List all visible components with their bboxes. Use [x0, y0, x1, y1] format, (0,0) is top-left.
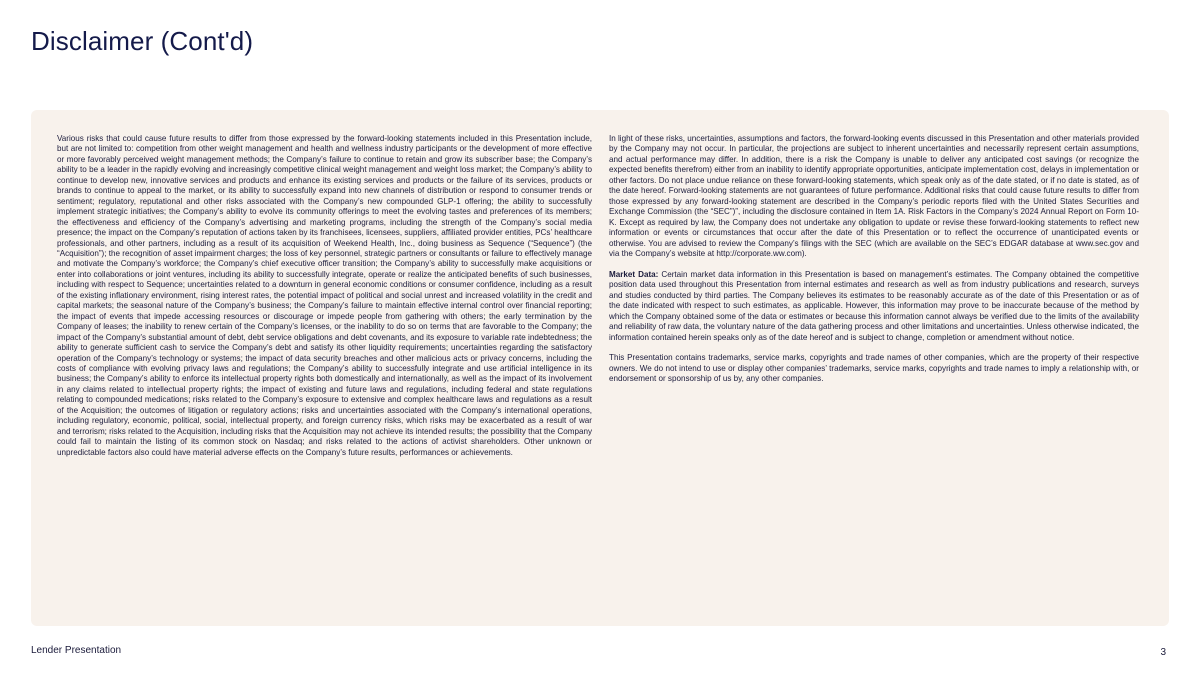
market-data-text: Certain market data information in this Presentation is based on management’s estimates. The Company obtained the competitive position data used throughout this Presentation from internal estimates and research as well as from industry publications and research, surveys and studies conducted by third parties. The Company believes its estimates to be reasonably accurate as of the date of this Presentation or as of the date indicated with respect to such estimates, as applicable. However, this information may prove to be inaccurate because of the method by which the Company obtained some of the data or estimates or because this information cannot always be verified due to the limits of the availability and reliability of raw data, the voluntary nature of the data gathering process and other limitations and uncertainties. Unless otherwise indicated, the information contained herein speaks only as of the date hereof and is subject to change, completion or amendment without notice. — [609, 269, 1139, 342]
market-data-heading: Market Data: — [609, 269, 659, 279]
right-column — [609, 134, 1139, 395]
forward-looking-paragraph: In light of these risks, uncertainties, assumptions and factors, the forward-looking events discussed in this Presentation and other materials provided by the Company may not occur. In particular, the projections are subject to inherent uncertainties and necessarily represent certain assumptions, and actual performance may differ. In addition, there is a risk the Company is unable to deliver any anticipated cost savings (or recognize the expected benefits therefrom) either from an inability to identify appropriate opportunities, anticipate implementation cost, delays in implementation or other factors. Do not place undue reliance on these forward-looking statements, which speak only as of the date stated, or if no date is stated, as of the date hereof. Forward-looking statements are not guarantees of future performance. Additional risks that could cause future results to differ from those expressed by any forward-looking statement are described in the Company’s periodic reports filed with the United States Securities and Exchange Commission (the “SEC”)”, including the disclosure contained in Item 1A. Risk Factors in the Company’s 2024 Annual Report on Form 10-K. Except as required by law, the Company does not undertake any obligation to update or revise these forward-looking statements to reflect new information or events or circumstances that occur after the date of this Presentation or to reflect the occurrence of unanticipated events or otherwise. You are advised to review the Company’s filings with the SEC (which are available on the SEC’s EDGAR database at www.sec.gov and via the Company’s website at http://corporate.ww.com). — [609, 134, 1139, 258]
risk-factors-paragraph: Various risks that could cause future results to differ from those expressed by the forward-looking statements included in this Presentation include, but are not limited to: competition from other weight management and health and wellness industry participants or the development of more effective or more favorably perceived weight management methods; the Company’s failure to continue to retain and grow its subscriber base; the Company’s ability to be a leader in the rapidly evolving and increasingly competitive clinical weight management and weight loss market; the Company’s ability to continue to develop new, innovative services and products and enhance its existing services and products or the failure of its services, products or brands to continue to appeal to the market, or its ability to successfully expand into new channels of distribution or respond to consumer trends or sentiment; regulatory, reputational and other risks associated with the Company’s new compounded GLP-1 offering; the ability to successfully implement strategic initiatives; the Company’s ability to evolve its community offerings to meet the evolving tastes and preferences of its members; the effectiveness and efficiency of the Company’s advertising and marketing programs, including the strength of the Company’s social media presence; the impact on the Company’s reputation of actions taken by its franchisees, licensees, suppliers, affiliated provider entities, PCs’ healthcare professionals, and other partners, including as a result of its acquisition of Weekend Health, Inc., doing business as Sequence (“Sequence”) (the “Acquisition”); the recognition of asset impairment charges; the loss of key personnel, strategic partners or consultants or failure to effectively manage and motivate the Company’s workforce; the Company’s chief executive officer transition; the Company’s ability to successfully make acquisitions or enter into collaborations or joint ventures, including its ability to successfully integrate, operate or realize the anticipated benefits of such businesses, including with respect to Sequence; uncertainties related to a downturn in general economic conditions or consumer confidence, including as a result of the existing inflationary environment, rising interest rates, the potential impact of political and social unrest and increased volatility in the credit and capital markets; the seasonal nature of the Company’s business; the Company’s failure to maintain effective internal control over financial reporting; the impact of events that impede accessing resources or discourage or impede people from gathering with others; the early termination by the Company of leases; the inability to renew certain of the Company’s licenses, or the inability to do so on terms that are favorable to the Company; the impact of the Company’s substantial amount of debt, debt service obligations and debt covenants, and its exposure to variable rate indebtedness; the ability to generate sufficient cash to service the Company’s debt and satisfy its other liquidity requirements; uncertainties regarding the satisfactory operation of the Company’s technology or systems; the impact of data security breaches and other malicious acts or privacy concerns, including the costs of compliance with evolving privacy laws and regulations; the Company’s ability to successfully integrate and use artificial intelligence in its business; the Company’s ability to enforce its intellectual property rights both domestically and internationally, as well as the impact of its involvement in any claims related to intellectual property rights; the impact of existing and future laws and regulations, including federal and state regulations relating to compounded medications; risks related to the Company’s exposure to extensive and complex healthcare laws and regulations as a result of the Acquisition; the outcomes of litigation or regulatory actions; risks and uncertainties associated with the Company’s international operations, including regulatory, economic, political, social, intellectual property, and foreign currency risks, which risks may be exacerbated as a result of war and terrorism; risks related to the Acquisition, including risks that the Acquisition may not achieve its intended results; the possibility that the Company could fail to maintain the listing of its common stock on Nasdaq; and risks related to the actions of activist shareholders. Other unknown or unpredictable factors also could have material adverse effects on the Company’s future results, performances or achievements. — [57, 134, 592, 457]
disclaimer-panel — [31, 110, 1169, 626]
left-column — [57, 134, 592, 468]
trademarks-paragraph: This Presentation contains trademarks, service marks, copyrights and trade names of other companies, which are the property of their respective owners. We do not intend to use or display other companies’ trademarks, service marks, copyrights and trade names to imply a relationship with, or endorsement or sponsorship of us by, any other companies. — [609, 353, 1139, 384]
market-data-paragraph — [609, 270, 1139, 343]
footer-label: Lender Presentation — [31, 645, 122, 656]
page-title: Disclaimer (Cont'd) — [31, 26, 254, 56]
page-number: 3 — [1160, 647, 1166, 658]
